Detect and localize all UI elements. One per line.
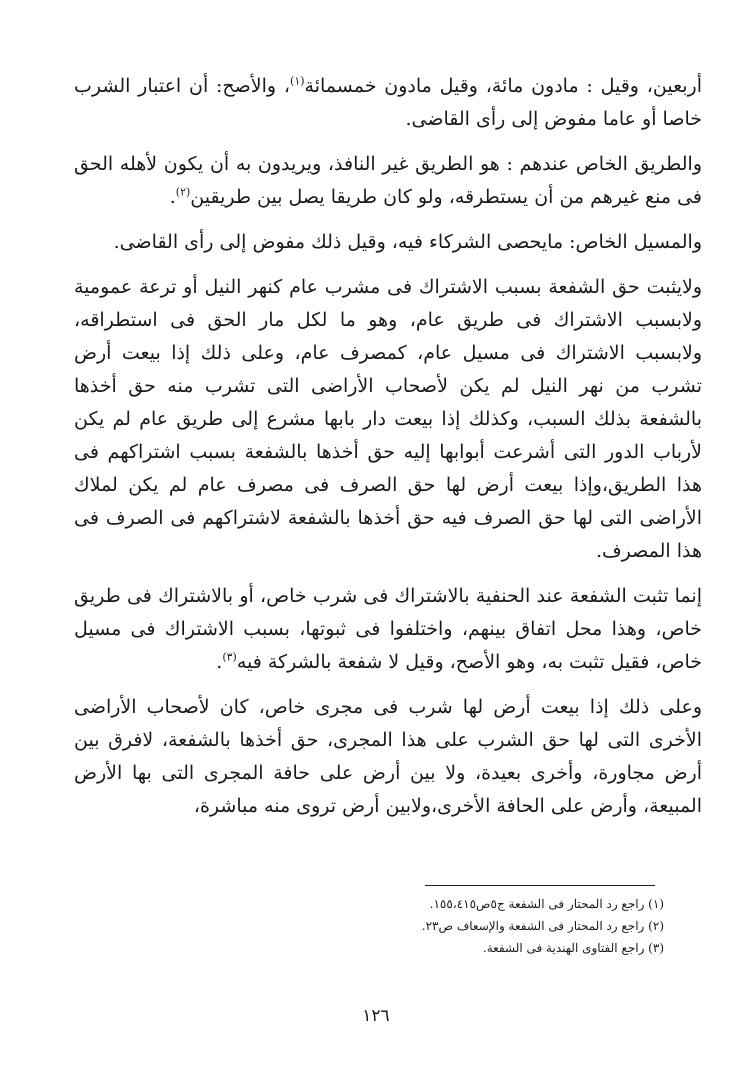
- footnote-ref-1: (١): [290, 74, 305, 88]
- footnote-2: (٢) راجع رد المحتار فى الشفعة والإسعاف ص٢٣.: [421, 919, 664, 933]
- paragraph-1: أربعين، وقيل : مادون مائة، وقيل مادون خمسمائة$^{(١)}$، والأصح: أن اعتبار الشرب خاصا أو عاما مفوض إلى رأى القاضى.: [74, 74, 702, 130]
- footnote-3: (٣) راجع الفتاوى الهندية فى الشفعة.: [482, 941, 664, 955]
- paragraph-5: إنما تثبت الشفعة عند الحنفية بالاشتراك فى شرب خاص، أو بالاشتراك فى طريق خاص، وهذا محل اتفاق بينهم، واختلفوا فى ثبوتها، بسبب الاشتراك فى مسيل خاص، فقيل تثبت به، وهو الأصح، وقيل لا شفعة بالشركة فيه$^{(٣)}$.: [74, 585, 702, 673]
- page-number: ١٢٦: [362, 1006, 390, 1026]
- paragraph-2: والطريق الخاص عندهم : هو الطريق غير النافذ، ويريدون به أن يكون لأهله الحق فى منع غيرهم من أن يستطرقه، ولو كان طريقا يصل بين طريقين$^{(٢)}$.: [74, 153, 702, 208]
- footnote-ref-2: (٢): [175, 185, 191, 199]
- page-body: [74, 70, 702, 835]
- paragraph-6: وعلى ذلك إذا بيعت أرض لها شرب فى مجرى خاص، كان لأصحاب الأراضى الأخرى التى لها حق الشرب على هذا المجرى، حق أخذها بالشفعة، لافرق بين أرض مجاورة، وأخرى بعيدة، ولا بين أرض على حافة المجرى التى بها الأرض المبيعة، وأرض على الحافة الأخرى،ولابين أرض تروى منه مباشرة،: [74, 696, 702, 817]
- paragraph-3: والمسيل الخاص: مايحصى الشركاء فيه، وقيل ذلك مفوض إلى رأى القاضى.: [113, 231, 702, 253]
- footnote-divider: [425, 885, 655, 886]
- footnotes: [74, 893, 664, 959]
- footnote-ref-3: (٣): [222, 650, 237, 664]
- footnote-1: (١) راجع رد المحتار فى الشفعة ج٥ص١٥٥،٤١٥.: [429, 897, 664, 911]
- paragraph-4: ولايثبت حق الشفعة بسبب الاشتراك فى مشرب عام كنهر النيل أو ترعة عمومية ولابسبب الاشتراك فى طريق عام، وهو ما لكل مار الحق فى استطراقه، ولابسبب الاشتراك فى مسيل عام، كمصرف عام، وعلى ذلك إذا بيعت أرض تشرب من نهر النيل لم يكن لأصحاب الأراضى التى تشرب منه حق أخذها بالشفعة بذلك السبب، وكذلك إذا بيعت دار بابها مشرع إلى طريق عام لم يكن لأرباب الدور التى أشرعت أبوابها إليه حق أخذها بالشفعة بسبب اشتراكهم فى هذا الطريق،وإذا بيعت أرض لها حق الصرف فى مصرف عام لم يكن لملاك الأراضى التى لها حق الصرف فيه حق أخذها بالشفعة لاشتراكهم فى الصرف فى هذا المصرف.: [74, 276, 702, 562]
